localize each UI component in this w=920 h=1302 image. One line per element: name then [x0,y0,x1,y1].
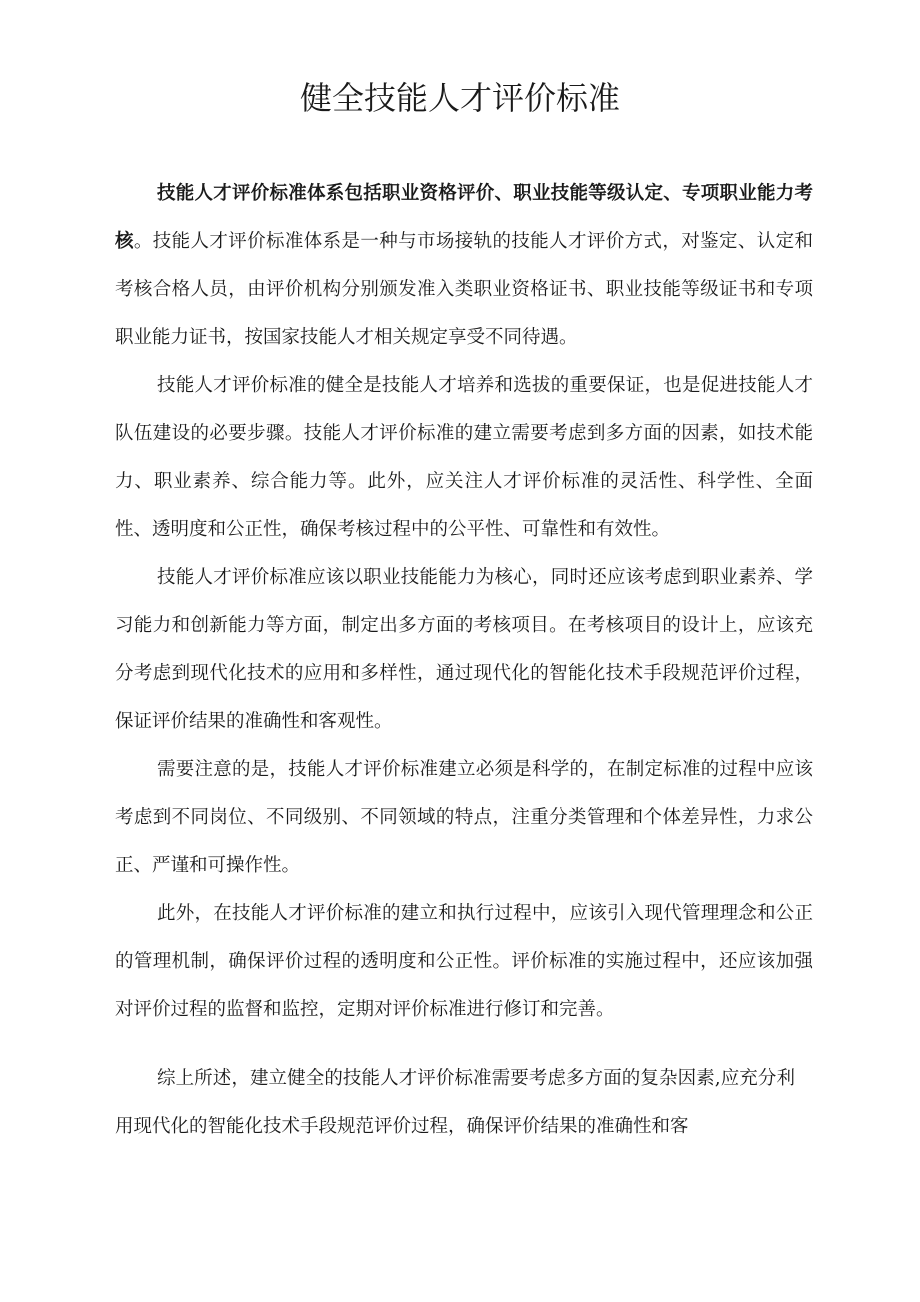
paragraph-5: 此外，在技能人才评价标准的建立和执行过程中，应该引入现代管理理念和公正的管理机制，确保评价过程的透明度和公正性。评价标准的实施过程中，还应该加强对评价过程的监督和监控，定期对评价标准进行修订和完善。 [115,903,813,1020]
paragraph-3: 技能人才评价标准应该以职业技能能力为核心，同时还应该考虑到职业素养、学习能力和创新能力等方面，制定出多方面的考核项目。在考核项目的设计上，应该充分考虑到现代化技术的应用和多样性，通过现代化的智能化技术手段规范评价过程，保证评价结果的准确性和客观性。 [115,567,813,732]
paragraph-1-lead: 技能人才评价标准体系包括职业资格评价、职业技能等级认定、专项职业能力考核 [115,183,813,252]
paragraph-2: 技能人才评价标准的健全是技能人才培养和选拔的重要保证，也是促进技能人才队伍建设的必要步骤。技能人才评价标准的建立需要考虑到多方面的因素，如技术能力、职业素养、综合能力等。此外，应关注人才评价标准的灵活性、科学性、全面性、透明度和公正性，确保考核过程中的公平性、可靠性和有效性。 [115,375,813,540]
paragraph-1-body: 。技能人才评价标准体系是一种与市场接轨的技能人才评价方式，对鉴定、认定和考核合格人员，由评价机构分别颁发准入类职业资格证书、职业技能等级证书和专项职业能力证书，按国家技能人才相关规定享受不同待遇。 [115,231,813,348]
page-title: 健全技能人才评价标准 [299,79,620,117]
paragraph-4: 需要注意的是，技能人才评价标准建立必须是科学的，在制定标准的过程中应该考虑到不同岗位、不同级别、不同领域的特点，注重分类管理和个体差异性，力求公正、严谨和可操作性。 [115,759,813,876]
paragraph-6: 综上所述，建立健全的技能人才评价标准需要考虑多方面的复杂因素,应充分利用现代化的智能化技术手段规范评价过程，确保评价结果的准确性和客 [115,1068,795,1137]
paragraph-1 [115,170,813,362]
